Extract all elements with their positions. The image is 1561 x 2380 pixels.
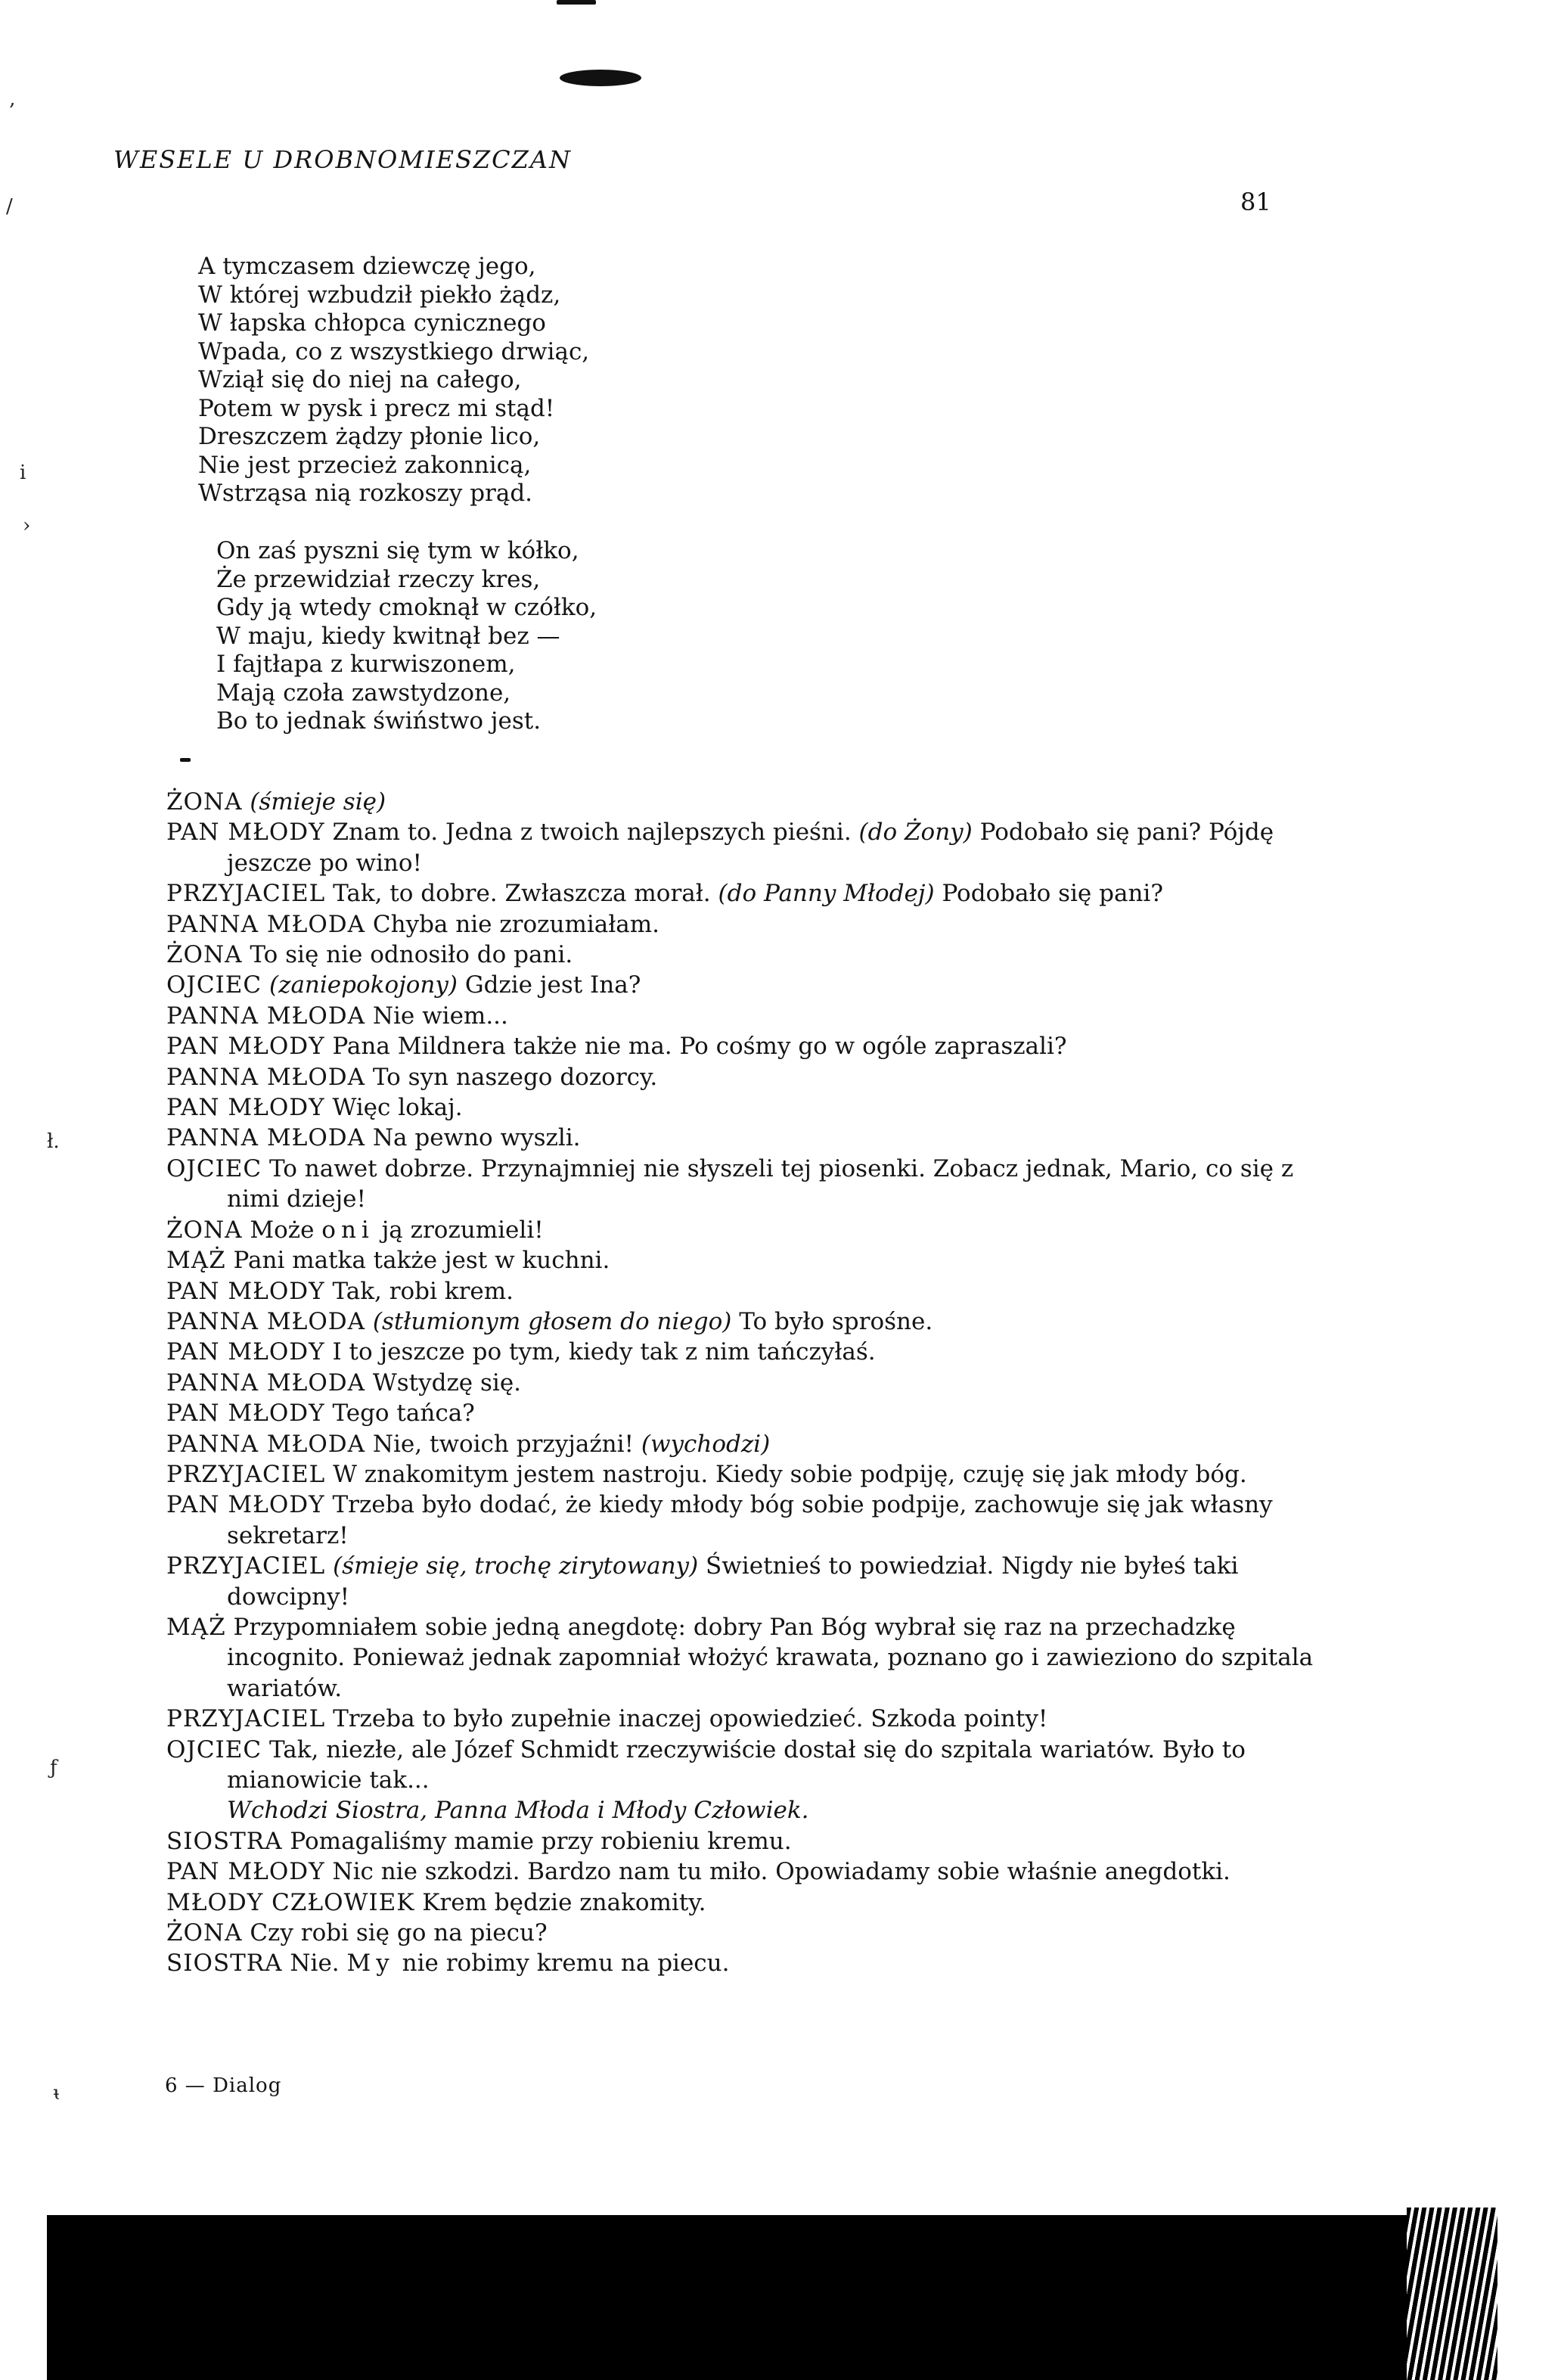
poem-line: W której wzbudził piekło żądz, xyxy=(198,281,561,309)
poem-line: On zaś pyszni się tym w kółko, xyxy=(216,537,579,564)
dialogue-line xyxy=(166,1092,1346,1123)
dialogue-line xyxy=(166,1123,1346,1153)
line-text: Trzeba było dodać, że kiedy młody bóg sobie podpije, zachowuje się jak własny sekretarz! xyxy=(227,1491,1273,1549)
line-text: Chyba nie zrozumiałam. xyxy=(372,910,660,938)
speaker-name: PAN MŁODY xyxy=(166,1338,325,1366)
speaker-name: PANNA MŁODA xyxy=(166,1124,366,1152)
speaker-name: ŻONA xyxy=(166,1216,243,1244)
margin-mark: ƒ xyxy=(50,1757,57,1779)
speaker-name: OJCIEC xyxy=(166,1154,262,1182)
line-text: Wstydzę się. xyxy=(372,1369,522,1397)
dialogue-line xyxy=(166,1307,1346,1337)
emphasis-text: My xyxy=(346,1950,395,1978)
speaker-name: MŁODY CZŁOWIEK xyxy=(166,1888,415,1916)
poem-line: W łapska chłopca cynicznego xyxy=(198,309,546,337)
poem-stanza-1 xyxy=(198,253,589,508)
speaker-name: PANNA MŁODA xyxy=(166,1063,366,1091)
line-text: W znakomitym jestem nastroju. Kiedy sobie podpiję, czuję się jak młody bóg. xyxy=(333,1460,1247,1488)
line-text: Może xyxy=(250,1216,315,1244)
ink-smudge xyxy=(180,758,191,762)
dialogue-line xyxy=(166,1276,1346,1307)
line-text: ją zrozumieli! xyxy=(381,1216,544,1244)
speaker-name: PRZYJACIEL xyxy=(166,880,326,908)
poem-line: Że przewidział rzeczy kres, xyxy=(216,565,541,593)
speaker-name: PRZYJACIEL xyxy=(166,1552,326,1580)
stage-direction: (zaniepokojony) xyxy=(269,971,458,999)
speaker-name: PANNA MŁODA xyxy=(166,910,366,938)
dialogue-line xyxy=(166,1704,1346,1734)
line-text: Pana Mildnera także nie ma. Po cośmy go w ogóle zapraszali? xyxy=(332,1033,1067,1061)
speaker-name: PRZYJACIEL xyxy=(166,1705,326,1733)
poem-line: Wziął się do niej na całego, xyxy=(198,366,522,393)
line-text: Krem będzie znakomity. xyxy=(422,1888,706,1916)
line-text: Gdzie jest Ina? xyxy=(464,971,641,999)
running-title: WESELE U DROBNOMIESZCZAN xyxy=(113,145,572,174)
dialogue-line xyxy=(166,1459,1346,1490)
dialogue-line xyxy=(166,1612,1346,1704)
poem-line: Gdy ją wtedy cmoknął w czółko, xyxy=(216,594,597,621)
speaker-name: ŻONA xyxy=(166,1919,243,1947)
dialogue-line xyxy=(166,1062,1346,1092)
speaker-name: PANNA MŁODA xyxy=(166,1307,366,1335)
poem-line: A tymczasem dziewczę jego, xyxy=(198,253,536,280)
dialogue-line xyxy=(166,1031,1346,1061)
dialogue-line xyxy=(166,1215,1346,1245)
margin-mark: i xyxy=(20,461,26,484)
line-text: To syn naszego dozorcy. xyxy=(372,1063,658,1091)
dialogue-line xyxy=(166,1856,1346,1887)
poem-stanza-2 xyxy=(216,537,597,736)
speaker-name: ŻONA xyxy=(166,941,243,969)
dialogue-line xyxy=(166,1001,1346,1031)
line-text: Na pewno wyszli. xyxy=(372,1124,581,1152)
dialogue-line xyxy=(166,787,1346,817)
line-text: To nawet dobrze. Przynajmniej nie słyszeli tej piosenki. Zobacz jednak, Mario, co się z nimi dzieje! xyxy=(227,1154,1294,1213)
stage-direction: Wchodzi Siostra, Panna Młoda i Młody Człowiek. xyxy=(227,1797,809,1825)
line-text: Nie wiem... xyxy=(372,1002,508,1030)
dialogue-line xyxy=(166,970,1346,1000)
line-text: Tak, niezłe, ale Józef Schmidt rzeczywiście dostał się do szpitala wariatów. Było to mianowicie tak... xyxy=(227,1735,1246,1794)
poem-line: Dreszczem żądzy płonie lico, xyxy=(198,423,541,450)
speaker-name: MĄŻ xyxy=(166,1247,226,1275)
poem-line: Wstrząsa nią rozkoszy prąd. xyxy=(198,480,533,507)
poem-line: Bo to jednak świństwo jest. xyxy=(216,707,542,735)
poem-line: Mają czoła zawstydzone, xyxy=(216,679,511,707)
dialogue-line xyxy=(166,817,1346,878)
speaker-name: PAN MŁODY xyxy=(166,1400,325,1428)
line-text: Pani matka także jest w kuchni. xyxy=(233,1247,610,1275)
dialogue-line xyxy=(166,940,1346,970)
margin-mark: ł. xyxy=(47,1130,60,1153)
margin-mark: ᵼ xyxy=(53,2082,61,2105)
speaker-name: PAN MŁODY xyxy=(166,1858,325,1886)
speaker-name: OJCIEC xyxy=(166,1735,262,1763)
margin-mark: › xyxy=(23,514,31,537)
line-text: To się nie odnosiło do pani. xyxy=(250,941,573,969)
line-text: To było sprośne. xyxy=(739,1307,933,1335)
dialogue-line xyxy=(166,1948,1346,1978)
line-text: Podobało się pani? xyxy=(942,880,1163,908)
line-text: Przypomniałem sobie jedną anegdotę: dobry Pan Bóg wybrał się raz na przechadzkę incognito. Ponieważ jednak zapomniał włożyć krawata, poznano go i zawieziono do szpitala wariatów. xyxy=(227,1613,1314,1702)
speaker-name: PANNA MŁODA xyxy=(166,1002,366,1030)
dialogue-line xyxy=(166,1154,1346,1215)
stage-direction: (śmieje się) xyxy=(250,788,386,816)
dialogue-line xyxy=(166,1551,1346,1612)
poem-line: Wpada, co z wszystkiego drwiąc, xyxy=(198,337,590,365)
dialogue-line xyxy=(166,1918,1346,1948)
speaker-name: PAN MŁODY xyxy=(166,1277,325,1305)
line-text: Świetnieś to powiedział. Nigdy nie byłeś taki dowcipny! xyxy=(227,1552,1239,1611)
dialogue-line xyxy=(166,1398,1346,1428)
poem-line: I fajtłapa z kurwiszonem, xyxy=(216,651,516,678)
speaker-name: PAN MŁODY xyxy=(166,819,325,847)
dialogue-line xyxy=(166,1368,1346,1398)
line-text: Tego tańca? xyxy=(332,1400,475,1428)
speaker-name: PANNA MŁODA xyxy=(166,1369,366,1397)
dialogue-line xyxy=(166,878,1346,909)
line-text: Tak, robi krem. xyxy=(332,1277,514,1305)
dialogue-line xyxy=(166,1429,1346,1459)
dialogue-line xyxy=(166,1888,1346,1918)
margin-mark: / xyxy=(6,195,13,218)
line-text: Znam to. Jedna z twoich najlepszych pieśni. xyxy=(332,819,852,847)
dialogue-line xyxy=(166,1245,1346,1275)
line-text: Podobało się pani? Pójdę jeszcze po wino! xyxy=(227,819,1274,877)
speaker-name: SIOSTRA xyxy=(166,1827,283,1855)
dialogue-line xyxy=(166,1735,1346,1796)
speaker-name: ŻONA xyxy=(166,788,243,816)
speaker-name: SIOSTRA xyxy=(166,1950,283,1978)
dialogue-block xyxy=(166,787,1346,1979)
stage-direction: (stłumionym głosem do niego) xyxy=(372,1307,732,1335)
dialogue-line xyxy=(166,1826,1346,1856)
line-text: I to jeszcze po tym, kiedy tak z nim tańczyłaś. xyxy=(332,1338,876,1366)
page-number: 81 xyxy=(1240,188,1271,216)
poem-line: Nie jest przecież zakonnicą, xyxy=(198,451,532,479)
stage-direction: (do Panny Młodej) xyxy=(718,880,935,908)
ink-mark-top xyxy=(557,0,596,5)
line-text: nie robimy kremu na piecu. xyxy=(402,1950,730,1978)
line-text: Trzeba to było zupełnie inaczej opowiedzieć. Szkoda pointy! xyxy=(333,1705,1048,1733)
speaker-name: OJCIEC xyxy=(166,971,262,999)
scan-dark-margin xyxy=(47,2215,1484,2380)
footer-signature: 6 — Dialog xyxy=(165,2074,282,2097)
stage-direction: (do Żony) xyxy=(858,819,973,847)
line-text: Więc lokaj. xyxy=(332,1094,463,1122)
line-text: Nie, twoich przyjaźni! xyxy=(372,1430,635,1458)
emphasis-text: oni xyxy=(321,1216,374,1244)
speaker-name: PANNA MŁODA xyxy=(166,1430,366,1458)
dialogue-line xyxy=(166,909,1346,940)
speaker-name: PAN MŁODY xyxy=(166,1033,325,1061)
dialogue-line xyxy=(166,1490,1346,1551)
speaker-name: PAN MŁODY xyxy=(166,1491,325,1519)
scan-ragged-edge xyxy=(1407,2208,1497,2380)
poem-line: Potem w pysk i precz mi stąd! xyxy=(198,394,555,422)
line-text: Pomagaliśmy mamie przy robieniu kremu. xyxy=(290,1827,792,1855)
ink-blot-top xyxy=(560,70,641,86)
speaker-name: PRZYJACIEL xyxy=(166,1460,326,1488)
margin-mark: ‚ xyxy=(9,88,16,110)
dialogue-line xyxy=(166,1337,1346,1367)
line-text: Nic nie szkodzi. Bardzo nam tu miło. Opowiadamy sobie właśnie anegdotki. xyxy=(332,1858,1230,1886)
stage-direction: (wychodzi) xyxy=(641,1430,771,1458)
speaker-name: PAN MŁODY xyxy=(166,1094,325,1122)
speaker-name: MĄŻ xyxy=(166,1613,226,1641)
poem-line: W maju, kiedy kwitnął bez — xyxy=(216,622,560,650)
line-text: Czy robi się go na piecu? xyxy=(250,1919,548,1947)
stage-direction: (śmieje się, trochę zirytowany) xyxy=(333,1552,699,1580)
line-text: Tak, to dobre. Zwłaszcza morał. xyxy=(333,880,711,908)
line-text: Nie. xyxy=(290,1950,340,1978)
